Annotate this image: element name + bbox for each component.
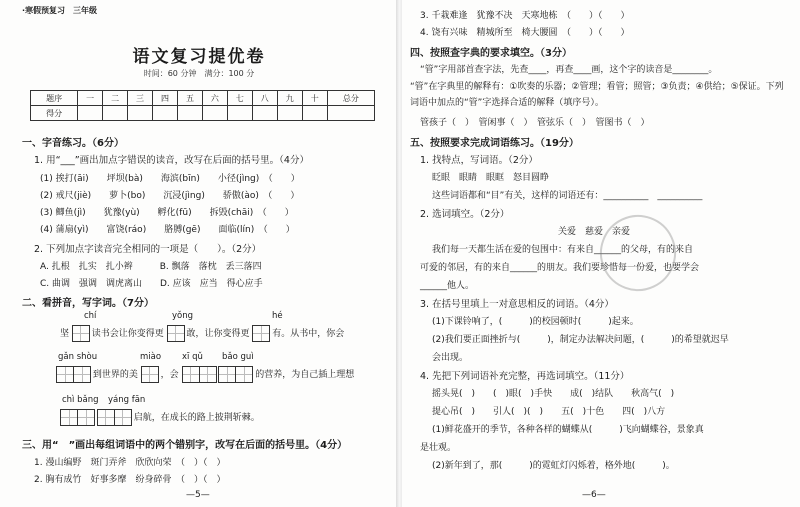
writing-box[interactable] [218,366,252,383]
score-cell: 二 [103,91,128,106]
question-row: (4) 蒲扇(yì) 富饶(ráo) 胳膊(gē) 面临(lín) （ ） [40,225,295,235]
passage-line: (2)我们要正面挫折与( )，制定办法解决问题，( )的希望就迟早 [432,335,729,345]
section-heading: 五、按照要求完成词语练习。（19分） [410,138,579,149]
question-row: (2) 戒尺(jiè) 萝卜(bo) 沉浸(jìng) 骄傲(ào) （ ） [40,191,300,201]
question-row: 1. 漫山编野 斑门弄斧 欣欣向荣 （ ）（ ） [34,458,226,468]
fill-text: 的营养，为自己插上理想 [255,370,355,380]
question-text: 这些词语都和“目”有关，这样的词语还有：__________ __________ [432,191,703,201]
fill-line [60,409,260,426]
score-cell: 四 [153,91,178,106]
score-cell [277,106,302,121]
section-heading: 四、按照查字典的要求填空。（3分） [410,48,572,59]
score-cell [302,106,327,121]
score-cell: 一 [78,91,103,106]
score-table [30,90,375,121]
question: 2. 选词填空。（2分） [420,209,510,220]
page-header: ·寒假预复习 三年级 [22,6,98,15]
page-number: —6— [582,490,606,500]
fill-text: 有。从书中，你会 [272,329,345,339]
section-heading: 一、字音练习。（6分） [22,138,124,149]
score-cell [78,106,103,121]
score-cell [227,106,252,121]
left-page [0,0,398,507]
question: 2. 下列加点字读音完全相同的一项是（ ）。（2分） [34,244,262,255]
passage-line: ______他人。 [420,281,475,291]
score-cell: 总分 [327,91,374,106]
question-row: 3. 千栽难逢 犹豫不决 天寒地栋 （ ）（ ） [420,11,630,21]
question: 1. 找特点，写词语。（2分） [420,155,538,166]
writing-box[interactable] [72,325,89,342]
writing-box[interactable] [182,366,216,383]
score-cell: 六 [202,91,227,106]
pinyin: chí [84,311,97,321]
score-cell: 九 [277,91,302,106]
fill-text: 坚 [60,329,70,339]
score-cell: 三 [128,91,153,106]
passage-line: 是壮观。 [420,443,457,453]
passage-line: (1)鲜花盛开的季节，各种各样的蝴蝶从( )飞向蝴蝶谷，景象真 [432,425,704,435]
pinyin: xī qǔ [182,352,203,362]
word-list: 眨眼 眼睛 眼眶 怒目圆睁 [432,173,550,183]
writing-box[interactable] [167,325,184,342]
fill-line [60,325,344,342]
question-text: “管”字用部首查字法，先查____，再查____画，这个字的读音是________。 [420,65,718,75]
pinyin: hé [272,311,283,321]
score-cell [327,106,374,121]
pinyin: gǎn shòu [58,352,98,362]
option-row: C. 曲调 强调 调虎离山 D. 应该 应当 得心应手 [40,279,263,289]
score-table-score-row [31,106,375,121]
fill-line [56,366,354,383]
exam-title: 语文复习提优卷 [132,47,266,67]
fill-text: 敢，让你变得更 [186,329,250,339]
question-row: 摇头晃( ) ( )眼( )手快 成( )结队 秋高气( ) [432,389,675,399]
question: 4. 先把下列词语补充完整，再选词填空。（11分） [420,371,630,382]
writing-box[interactable] [141,366,158,383]
writing-box[interactable] [60,409,94,426]
question-text: “管”在字典里的解释有：①吹奏的乐器；②管理；看管；照管；③负责；④供给；⑤保证。下列词语中加点的“管”字选择合适的解释（填序号）。 [410,82,784,108]
passage-line: (2)新年到了，那( )的霓虹灯闪烁着，格外地( )。 [432,461,675,471]
section-heading: 二、看拼音，写字词。（7分） [22,298,154,309]
passage-line: (1)下课铃响了，( )的校园顿时( )起来。 [432,317,639,327]
question-row: 4. 饶有兴味 精城所至 椅大腰圆 （ ）（ ） [420,28,630,38]
question-row: 提心吊( ) 引人( )( ) 五( )十色 四( )八方 [432,407,666,417]
question: 3. 在括号里填上一对意思相反的词语。（4分） [420,299,614,310]
score-cell: 得分 [31,106,78,121]
question: 1. 用“___”画出加点字错误的读音，改写在后面的括号里。（4分） [34,155,309,166]
question-row: (1) 挨打(āi) 坪坝(bà) 海滨(bīn) 小径(jìng) （ ） [40,174,300,184]
score-cell [252,106,277,121]
score-cell: 题序 [31,91,78,106]
pinyin: yáng fān [108,395,146,405]
exam-subtitle: 时间：60 分钟 满分：100 分 [143,69,255,78]
score-cell: 八 [252,91,277,106]
score-cell [202,106,227,121]
score-table-header-row [31,91,375,106]
question-row: 管孩子（ ） 管闲事（ ） 管弦乐（ ） 管图书（ ） [420,118,650,128]
score-cell: 十 [302,91,327,106]
fill-text: 到世界的美 [92,370,138,380]
question-row: 2. 胸有成竹 好事多摩 纷身碎骨 （ ）（ ） [34,475,226,485]
fill-text: 启航，在成长的路上披荆斩棘。 [133,413,260,423]
option-row: A. 扎根 扎实 扎小辫 B. 飘落 落枕 丢三落四 [40,262,262,272]
passage-line: 会出现。 [432,353,469,363]
score-cell [103,106,128,121]
score-cell [177,106,202,121]
writing-box[interactable] [97,409,131,426]
passage-line: 我们每一天都生活在爱的包围中：有来自______的父母，有的来自 [432,245,694,255]
score-cell: 五 [177,91,202,106]
score-cell: 七 [227,91,252,106]
writing-box[interactable] [56,366,90,383]
section-heading: 三、用“ ”画出每组词语中的两个错别字，改写在后面的括号里。（4分） [22,440,348,451]
fill-text: ，会 [160,370,179,380]
score-cell [128,106,153,121]
pinyin: bǎo guì [222,352,254,362]
writing-box[interactable] [252,325,269,342]
passage-line: 可爱的邻居，有的来自______的朋友。我们要珍惜每一份爱，也要学会 [420,263,700,273]
pinyin: chì bǎng [62,395,99,405]
score-cell [153,106,178,121]
pinyin: miào [140,352,162,362]
fill-text: 读书会让你变得更 [91,329,164,339]
pinyin: yǒng [172,311,194,321]
word-options: 关爱 慈爱 亲爱 [558,227,631,237]
question-row: (3) 鲫鱼(jì) 犹豫(yù) 孵化(fū) 拆毁(chāi) （ ） [40,208,294,218]
page-number: —5— [186,490,210,500]
